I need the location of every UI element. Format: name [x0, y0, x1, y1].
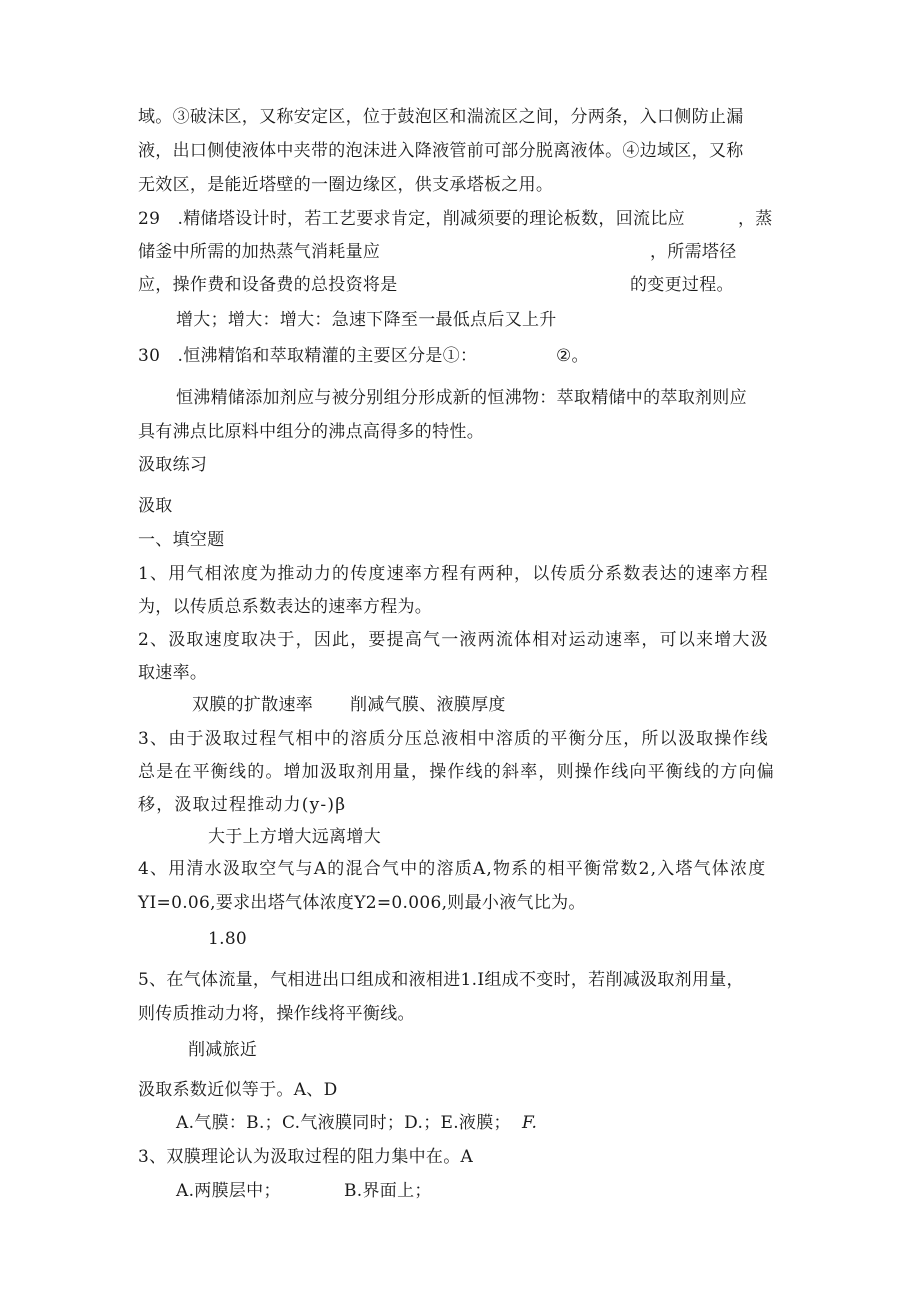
question-text: 储釜中所需的加热蒸气消耗量应 — [138, 242, 381, 262]
question-text: ②。 — [556, 346, 589, 366]
question-line: 1、用气相浓度为推动力的传度速率方程有两种，以传质分系数表达的速率方程 — [138, 564, 769, 584]
question-text: 30 .恒沸精馅和萃取精灌的主要区分是①： — [138, 346, 478, 366]
question-line: 取速率。 — [138, 663, 208, 683]
question-line: 5、在气体流量，气相进出口组成和液相进1.I组成不变时，若削减汲取剂用量， — [138, 970, 744, 990]
answer-line: 大于上方增大远离增大 — [208, 827, 381, 847]
answer-line: 增大；增大：增大：急速下降至一最低点后又上升 — [176, 310, 557, 330]
question-text: 29 .精储塔设计时，若工艺要求肯定，削减须要的理论板数，回流比应 — [138, 209, 685, 229]
answer-text: 双膜的扩散速率 — [192, 695, 314, 715]
answer-line: 恒沸精储添加剂应与被分别组分形成新的恒沸物：萃取精储中的萃取剂则应 — [176, 388, 747, 408]
question-line: 则传质推动力将，操作线将平衡线。 — [138, 1004, 415, 1024]
paragraph-line: 无效区，是能近塔壁的一圈边缘区，供支承塔板之用。 — [138, 175, 554, 195]
section-title: 汲取练习 — [138, 455, 208, 475]
paragraph-line: 域。③破沫区，又称安定区，位于鼓泡区和湍流区之间，分两条，入口侧防止漏 — [138, 107, 744, 127]
question-line: 2、汲取速度取决于，因此，要提高气一液两流体相对运动速率，可以来增大汲 — [138, 630, 769, 650]
question-line: YI=0.06,要求出塔气体浓度Y2=0.006,则最小液气比为。 — [138, 893, 586, 913]
question-text: ，所需塔径 — [650, 242, 737, 262]
options-text: B.界面上； — [344, 1181, 432, 1201]
answer-line: 1.80 — [208, 929, 248, 949]
options-text: A.气膜：B.；C.气液膜同时；D.；E.液膜； — [176, 1113, 511, 1133]
question-text: ，蒸 — [738, 209, 773, 229]
answer-line: 削减旅近 — [188, 1040, 258, 1060]
subsection-title: 汲取 — [138, 496, 173, 516]
question-line: 4、用清水汲取空气与A的混合气中的溶质A,物系的相平衡常数2,入塔气体浓度 — [138, 859, 767, 879]
paragraph-line: 液，出口侧使液体中夹带的泡沫进入降液管前可部分脱离液体。④边域区，又称 — [138, 141, 744, 161]
question-line: 3、双膜理论认为汲取过程的阻力集中在。A — [138, 1147, 474, 1167]
question-line: 3、由于汲取过程气相中的溶质分压总液相中溶质的平衡分压，所以汲取操作线 — [138, 729, 769, 749]
answer-text: 削减气膜、液膜厚度 — [350, 695, 506, 715]
options-text: F. — [522, 1113, 538, 1133]
question-line: 汲取系数近似等于。A、D — [138, 1080, 338, 1100]
part-heading: 一、填空题 — [138, 530, 225, 550]
question-line: 为，以传质总系数表达的速率方程为。 — [138, 597, 433, 617]
question-line: 移，汲取过程推动力(y-)β — [138, 795, 347, 815]
answer-line: 具有沸点比原料中组分的沸点高得多的特性。 — [138, 422, 484, 442]
question-text: 应，操作费和设备费的总投资将是 — [138, 275, 398, 295]
question-line: 总是在平衡线的。增加汲取剂用量，操作线的斜率，则操作线向平衡线的方向偏 — [138, 762, 775, 782]
options-text: A.两膜层中； — [176, 1181, 281, 1201]
question-text: 的变更过程。 — [630, 275, 734, 295]
